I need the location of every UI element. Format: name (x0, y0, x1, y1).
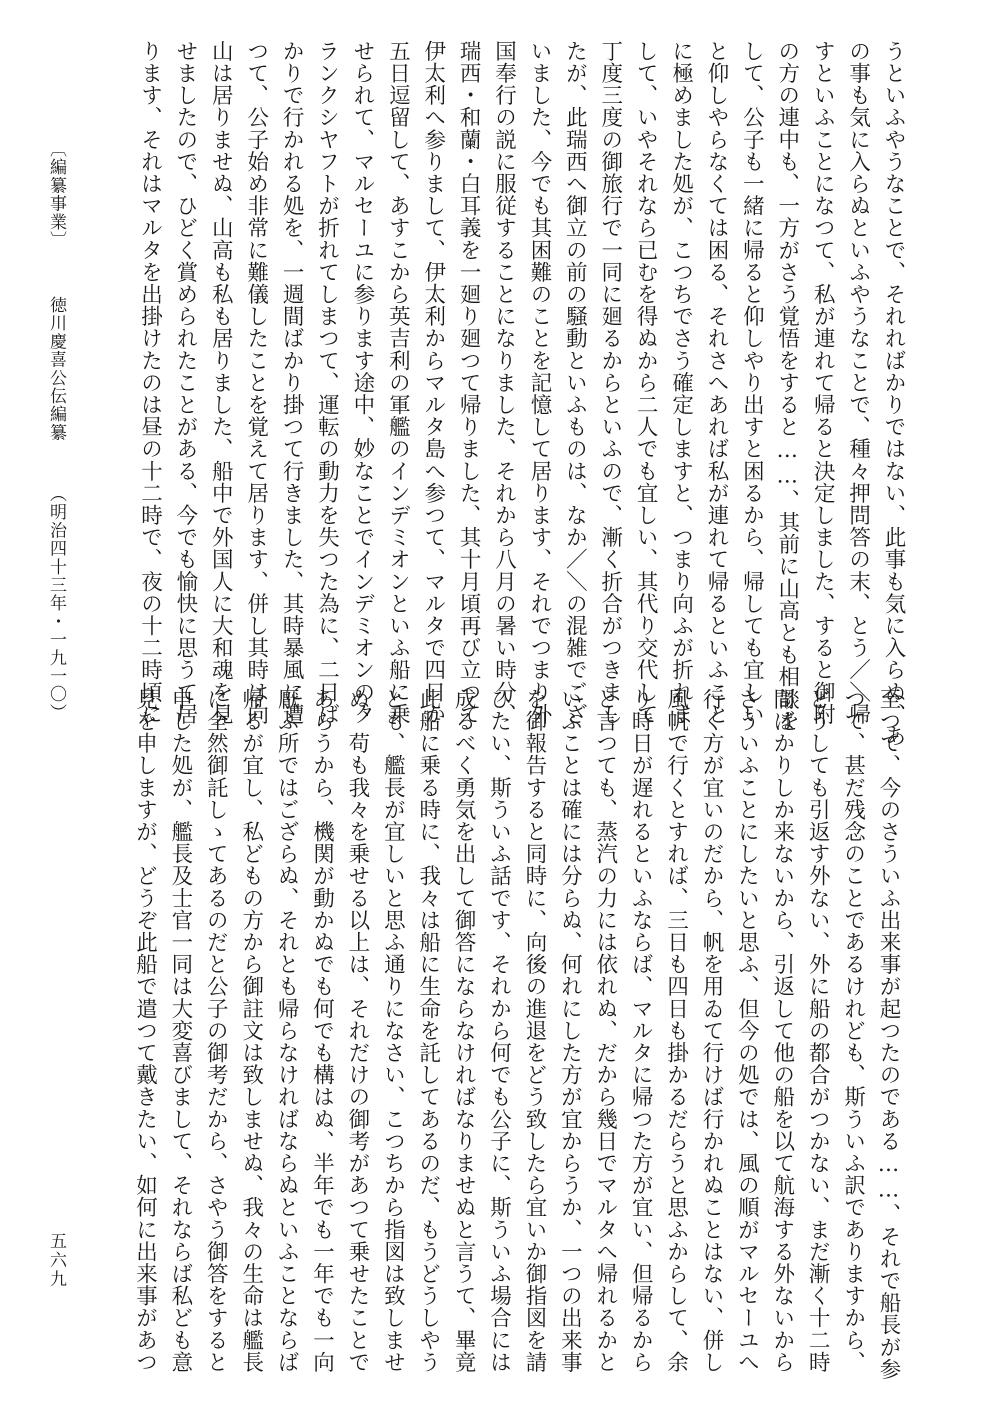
running-head (44, 140, 69, 722)
text-line: ります、それはマルタを出掛けたのは昼の十二時で、夜の十二時頃に (137, 40, 163, 726)
text-line: の事も気に入らぬといふやうなことで、種々押問答の末、とう／＼帰 (845, 40, 871, 726)
text-line: 風帆で行くとすれば、三日も四日も掛かるだらうと思ふからして、余 (663, 688, 689, 1374)
bottom-text-block (122, 688, 906, 1381)
text-line: 丁度三度の御旅行で一同に廻るからといふので、漸く折合がつきまし (597, 40, 623, 726)
text-line: に全然御託しゝてあるのだと公子の御考だから、さやう御答をすると (203, 688, 229, 1374)
text-line: うといふやうなことで、それればかりではない、此事も気に入らぬ、あ (881, 40, 906, 748)
text-line: かりで行かれる処を、一週間ばかり掛つて行きました、其時暴風に遭 (279, 40, 305, 726)
text-line: して、公子も一緒に帰ると仰しやり出すと困るから、帰しても宜しい (739, 40, 765, 726)
text-line: 厭ふ所ではござらぬ、それとも帰らなければならぬといふことならば (274, 688, 300, 1374)
text-line: ランクシヤフトが折れてしまつて、運転の動力を失つた為に、二日ば (314, 40, 340, 726)
text-line: と言つても、蒸汽の力には依れぬ、だから幾日でマルタへ帰れるかと (592, 688, 618, 1374)
running-head-book: 徳川慶喜公伝編纂 (46, 296, 66, 443)
text-line: つて、公子始め非常に難儀したことを覚えて居ります、併し其時は向 (243, 40, 269, 726)
text-line: 山は居りませぬ、山高も私も居りました、船中で外国人に大和魂を見 (208, 40, 234, 726)
text-line: いました、今でも其困難のことを記憶して居ります、それでつまり外 (526, 40, 552, 726)
running-head-year: （明治四十三年・一九一〇） (46, 485, 66, 722)
text-line: 帰るが宜し、私どもの方から御註文は致しませぬ、我々の生命は艦長 (238, 688, 264, 1374)
text-line: いふことは確には分らぬ、何れにした方が宜からうか、一つの出来事 (557, 688, 583, 1374)
top-text-block (127, 40, 911, 748)
text-line: せられて、マルセーユに参ります途中、妙なことでインデミオンのク (349, 40, 375, 726)
text-line: とも、艦長が宜しいと思ふ通りになさい、こつちから指図は致しませ (380, 688, 406, 1374)
text-line: 成るべく勇気を出して御答にならなければなりませぬと言うて、畢竟 (451, 688, 477, 1374)
text-line: あらうから、機関が動かぬでも何でも構はぬ、半年でも一年でも一向 (309, 688, 335, 1374)
text-line: せましたので、ひどく賞められたことがある、今でも愉快に思うて居 (172, 40, 198, 726)
text-line: つて、甚だ残念のことであるけれども、斯ういふ訳でありますから、 (840, 688, 866, 1374)
text-line: たが、此瑞西へ御立の前の騒動といふものは、なか／＼の混雑でござ (562, 40, 588, 726)
text-line: ぬ、苟も我々を乗せる以上は、それだけの御考があつて乗せたことで (344, 688, 370, 1374)
text-line: の方の連中も、一方がさう覚悟をすると……、其前に山高とも相談を (774, 40, 800, 733)
text-line: さういふことにしたいと思ふ、但今の処では、風の順がマルセーユへ (734, 688, 760, 1374)
text-line: に極めました処が、こつちでさう確定しますと、つまり向ふが折れま (668, 40, 694, 726)
text-line: 此船に乗る時に、我々は船に生命を託してあるのだ、もうどうしやう (415, 688, 441, 1374)
text-line: して、いやそれなら已むを得ぬから二人でも宜しい、其代り交代して (633, 40, 659, 726)
text-line: 至つて、今のさういふ出来事が起つたのである……、それで船長が参 (876, 688, 901, 1381)
page-number: 五六九 (46, 1232, 66, 1289)
text-line: 見を申しますが、どうぞ此船で遣つて戴きたい、如何に出来事があつ (132, 688, 158, 1374)
text-line: 間ばかりしか来ないから、引返して他の船を以て航海する外ないから (769, 688, 795, 1374)
text-line: 行く方が宜いのだから、帆を用ゐて行けば行かれぬことはない、併し (698, 688, 724, 1374)
text-line: どうしても引返す外ない、外に船の都合がつかない、まだ漸く十二時 (805, 688, 831, 1374)
text-line: を御報告すると同時に、向後の進退をどう致したら宜いか御指図を請 (521, 688, 547, 1374)
text-line: 五日逗留して、あすこから英吉利の軍艦のインデミオンといふ船に乗 (385, 40, 411, 726)
text-line: すといふことになつて、私が連れて帰ると決定しました、すると御附 (810, 40, 836, 726)
text-line: 伊太利へ参りまして、伊太利からマルタ島へ参つて、マルタで四日か (420, 40, 446, 726)
running-head-section: 〔編纂事業〕 (46, 140, 66, 250)
text-line: 国奉行の説に服従することになりました、それから八月の暑い時分、 (491, 40, 517, 726)
text-line: と仰しやらなくては困る、それさへあれば私が連れて帰るといふこと (703, 40, 729, 726)
text-line: ひたい、斯ういふ話です、それから何でも公子に、斯ういふ場合には (486, 688, 512, 1374)
text-line: り時日が遅れるといふならば、マルタに帰つた方が宜い、但帰るから (628, 688, 654, 1374)
text-line: 申した処が、艦長及士官一同は大変喜びまして、それならば私ども意 (167, 688, 193, 1374)
text-line: 瑞西・和蘭・白耳義を一廻り廻つて帰りました、其十月頃再び立つて (456, 40, 482, 726)
